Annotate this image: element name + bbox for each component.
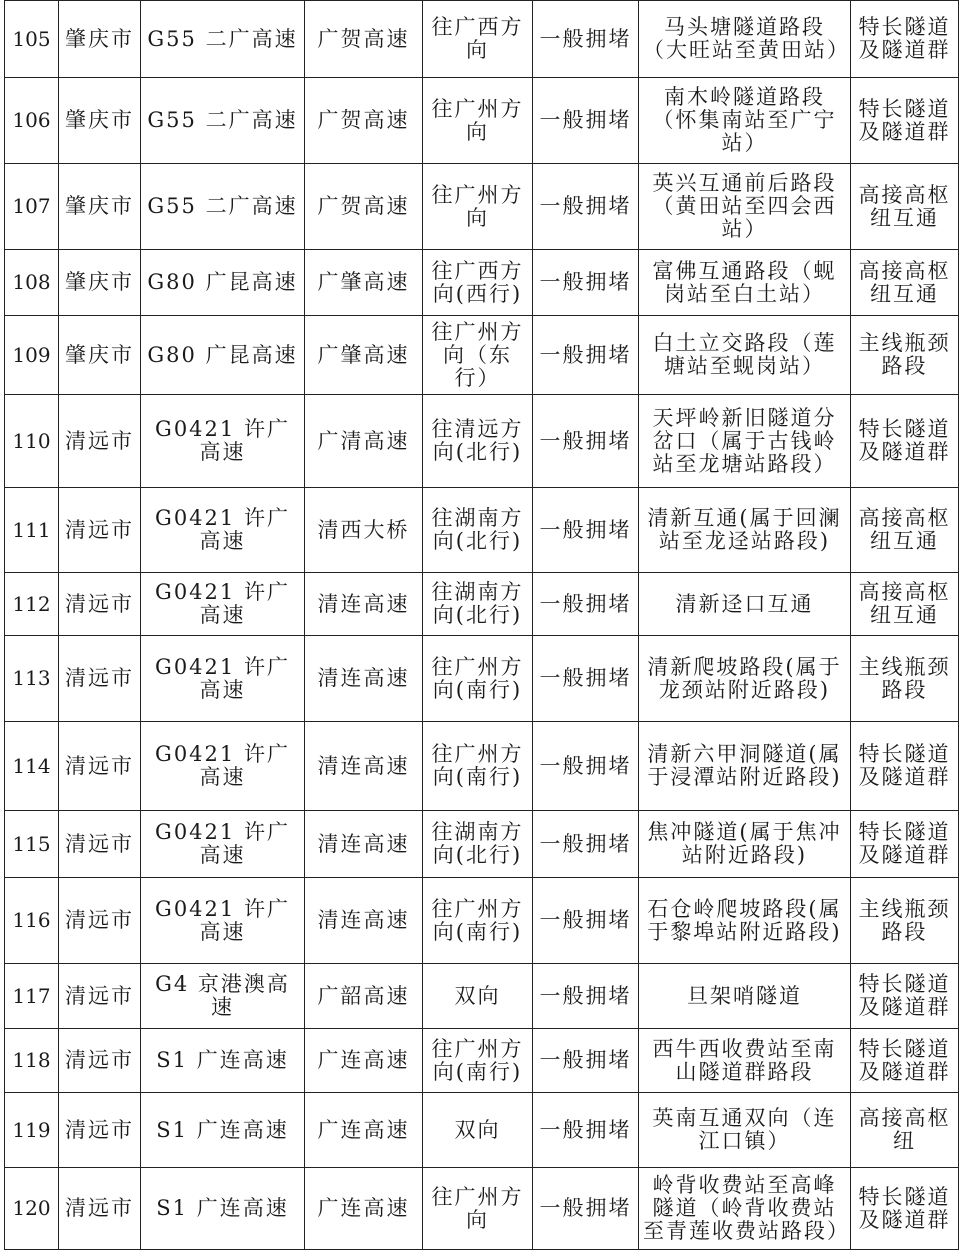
road-section-cell: 清连高速	[305, 878, 423, 964]
city-cell: 清远市	[59, 722, 141, 811]
city-cell: 肇庆市	[59, 164, 141, 250]
location-cell: 石仓岭爬坡路段(属于黎埠站附近路段)	[639, 878, 851, 964]
table-row	[5, 1029, 959, 1093]
city-cell: 清远市	[59, 1093, 141, 1168]
direction-cell: 往广州方向	[423, 1168, 533, 1250]
highway-name-cell: G55 二广高速	[141, 78, 305, 164]
row-number: 115	[5, 811, 59, 878]
location-cell: 旦架哨隧道	[639, 964, 851, 1029]
location-cell: 清新迳口互通	[639, 573, 851, 636]
congestion-type-cell: 特长隧道及隧道群	[851, 1, 959, 78]
row-number: 114	[5, 722, 59, 811]
location-cell: 南木岭隧道路段（怀集南站至广宁站）	[639, 78, 851, 164]
location-cell: 马头塘隧道路段（大旺站至黄田站）	[639, 1, 851, 78]
congestion-level-cell: 一般拥堵	[533, 573, 639, 636]
direction-cell: 往广州方向	[423, 164, 533, 250]
road-section-cell: 广贺高速	[305, 1, 423, 78]
congestion-level-cell: 一般拥堵	[533, 1, 639, 78]
congestion-type-cell: 特长隧道及隧道群	[851, 78, 959, 164]
city-cell: 清远市	[59, 1029, 141, 1093]
congestion-type-cell: 高接高枢纽	[851, 1093, 959, 1168]
congestion-type-cell: 主线瓶颈路段	[851, 878, 959, 964]
location-cell: 清新六甲洞隧道(属于浸潭站附近路段)	[639, 722, 851, 811]
location-cell: 英兴互通前后路段（黄田站至四会西站）	[639, 164, 851, 250]
city-cell: 清远市	[59, 395, 141, 488]
road-section-cell: 清连高速	[305, 573, 423, 636]
congestion-type-cell: 特长隧道及隧道群	[851, 964, 959, 1029]
congestion-level-cell: 一般拥堵	[533, 1029, 639, 1093]
table-row	[5, 1, 959, 78]
road-section-cell: 清连高速	[305, 811, 423, 878]
highway-name-cell: G80 广昆高速	[141, 316, 305, 395]
row-number: 106	[5, 78, 59, 164]
road-section-cell: 清连高速	[305, 636, 423, 722]
highway-name-cell: G0421 许广高速	[141, 811, 305, 878]
congestion-level-cell: 一般拥堵	[533, 1168, 639, 1250]
direction-cell: 往清远方向(北行)	[423, 395, 533, 488]
table-row	[5, 811, 959, 878]
table-row	[5, 488, 959, 573]
congestion-level-cell: 一般拥堵	[533, 1093, 639, 1168]
road-section-cell: 广肇高速	[305, 250, 423, 316]
row-number: 108	[5, 250, 59, 316]
direction-cell: 往广西方向	[423, 1, 533, 78]
direction-cell: 往广州方向	[423, 78, 533, 164]
city-cell: 清远市	[59, 1168, 141, 1250]
congestion-type-cell: 特长隧道及隧道群	[851, 722, 959, 811]
table-row	[5, 878, 959, 964]
direction-cell: 往广州方向(南行)	[423, 1029, 533, 1093]
row-number: 105	[5, 1, 59, 78]
direction-cell: 往广州方向（东行）	[423, 316, 533, 395]
city-cell: 肇庆市	[59, 78, 141, 164]
highway-name-cell: G0421 许广高速	[141, 636, 305, 722]
road-section-cell: 清连高速	[305, 722, 423, 811]
congestion-level-cell: 一般拥堵	[533, 878, 639, 964]
row-number: 120	[5, 1168, 59, 1250]
row-number: 116	[5, 878, 59, 964]
table-row	[5, 164, 959, 250]
table-row	[5, 1093, 959, 1168]
congestion-type-cell: 高接高枢纽互通	[851, 573, 959, 636]
highway-name-cell: G0421 许广高速	[141, 573, 305, 636]
row-number: 109	[5, 316, 59, 395]
road-section-cell: 广韶高速	[305, 964, 423, 1029]
congestion-level-cell: 一般拥堵	[533, 164, 639, 250]
congestion-type-cell: 主线瓶颈路段	[851, 316, 959, 395]
city-cell: 清远市	[59, 573, 141, 636]
row-number: 107	[5, 164, 59, 250]
congestion-level-cell: 一般拥堵	[533, 250, 639, 316]
congestion-type-cell: 特长隧道及隧道群	[851, 811, 959, 878]
highway-name-cell: G55 二广高速	[141, 1, 305, 78]
highway-name-cell: S1 广连高速	[141, 1093, 305, 1168]
road-section-cell: 广清高速	[305, 395, 423, 488]
location-cell: 富佛互通路段（蚬岗站至白土站）	[639, 250, 851, 316]
row-number: 118	[5, 1029, 59, 1093]
congestion-level-cell: 一般拥堵	[533, 395, 639, 488]
row-number: 119	[5, 1093, 59, 1168]
road-section-cell: 广肇高速	[305, 316, 423, 395]
congestion-level-cell: 一般拥堵	[533, 811, 639, 878]
congestion-level-cell: 一般拥堵	[533, 316, 639, 395]
table-row	[5, 964, 959, 1029]
city-cell: 清远市	[59, 964, 141, 1029]
congestion-level-cell: 一般拥堵	[533, 722, 639, 811]
direction-cell: 双向	[423, 1093, 533, 1168]
table-row	[5, 316, 959, 395]
row-number: 117	[5, 964, 59, 1029]
city-cell: 清远市	[59, 811, 141, 878]
direction-cell: 往湖南方向(北行)	[423, 811, 533, 878]
congestion-type-cell: 主线瓶颈路段	[851, 636, 959, 722]
congestion-type-cell: 特长隧道及隧道群	[851, 1168, 959, 1250]
highway-name-cell: G4 京港澳高速	[141, 964, 305, 1029]
road-section-cell: 清西大桥	[305, 488, 423, 573]
location-cell: 西牛西收费站至南山隧道群路段	[639, 1029, 851, 1093]
location-cell: 焦冲隧道(属于焦冲站附近路段)	[639, 811, 851, 878]
congestion-type-cell: 高接高枢纽互通	[851, 250, 959, 316]
city-cell: 肇庆市	[59, 316, 141, 395]
city-cell: 肇庆市	[59, 250, 141, 316]
congestion-level-cell: 一般拥堵	[533, 78, 639, 164]
direction-cell: 双向	[423, 964, 533, 1029]
congestion-level-cell: 一般拥堵	[533, 636, 639, 722]
road-section-cell: 广贺高速	[305, 78, 423, 164]
table-body	[5, 1, 959, 1250]
location-cell: 英南互通双向（连江口镇）	[639, 1093, 851, 1168]
congestion-type-cell: 特长隧道及隧道群	[851, 1029, 959, 1093]
location-cell: 白土立交路段（莲塘站至蚬岗站）	[639, 316, 851, 395]
congestion-level-cell: 一般拥堵	[533, 488, 639, 573]
congestion-type-cell: 特长隧道及隧道群	[851, 395, 959, 488]
city-cell: 肇庆市	[59, 1, 141, 78]
location-cell: 天坪岭新旧隧道分岔口（属于古钱岭站至龙塘站路段）	[639, 395, 851, 488]
direction-cell: 往湖南方向(北行)	[423, 573, 533, 636]
highway-name-cell: S1 广连高速	[141, 1029, 305, 1093]
highway-name-cell: G80 广昆高速	[141, 250, 305, 316]
congestion-table	[4, 0, 959, 1250]
highway-name-cell: S1 广连高速	[141, 1168, 305, 1250]
road-section-cell: 广连高速	[305, 1168, 423, 1250]
road-section-cell: 广连高速	[305, 1029, 423, 1093]
highway-name-cell: G0421 许广高速	[141, 878, 305, 964]
table-row	[5, 78, 959, 164]
table-row	[5, 250, 959, 316]
location-cell: 清新互通(属于回澜站至龙迳站路段)	[639, 488, 851, 573]
city-cell: 清远市	[59, 488, 141, 573]
direction-cell: 往湖南方向(北行)	[423, 488, 533, 573]
road-section-cell: 广贺高速	[305, 164, 423, 250]
table-row	[5, 722, 959, 811]
direction-cell: 往广西方向(西行)	[423, 250, 533, 316]
congestion-level-cell: 一般拥堵	[533, 964, 639, 1029]
location-cell: 岭背收费站至高峰隧道（岭背收费站至青莲收费站路段）	[639, 1168, 851, 1250]
location-cell: 清新爬坡路段(属于龙颈站附近路段)	[639, 636, 851, 722]
city-cell: 清远市	[59, 636, 141, 722]
row-number: 111	[5, 488, 59, 573]
highway-name-cell: G0421 许广高速	[141, 488, 305, 573]
congestion-type-cell: 高接高枢纽互通	[851, 488, 959, 573]
row-number: 112	[5, 573, 59, 636]
direction-cell: 往广州方向(南行)	[423, 722, 533, 811]
row-number: 113	[5, 636, 59, 722]
road-section-cell: 广连高速	[305, 1093, 423, 1168]
table-row	[5, 1168, 959, 1250]
city-cell: 清远市	[59, 878, 141, 964]
direction-cell: 往广州方向(南行)	[423, 636, 533, 722]
highway-name-cell: G0421 许广高速	[141, 395, 305, 488]
table-row	[5, 636, 959, 722]
highway-name-cell: G55 二广高速	[141, 164, 305, 250]
highway-name-cell: G0421 许广高速	[141, 722, 305, 811]
direction-cell: 往广州方向(南行)	[423, 878, 533, 964]
row-number: 110	[5, 395, 59, 488]
table-row	[5, 573, 959, 636]
congestion-type-cell: 高接高枢纽互通	[851, 164, 959, 250]
table-row	[5, 395, 959, 488]
